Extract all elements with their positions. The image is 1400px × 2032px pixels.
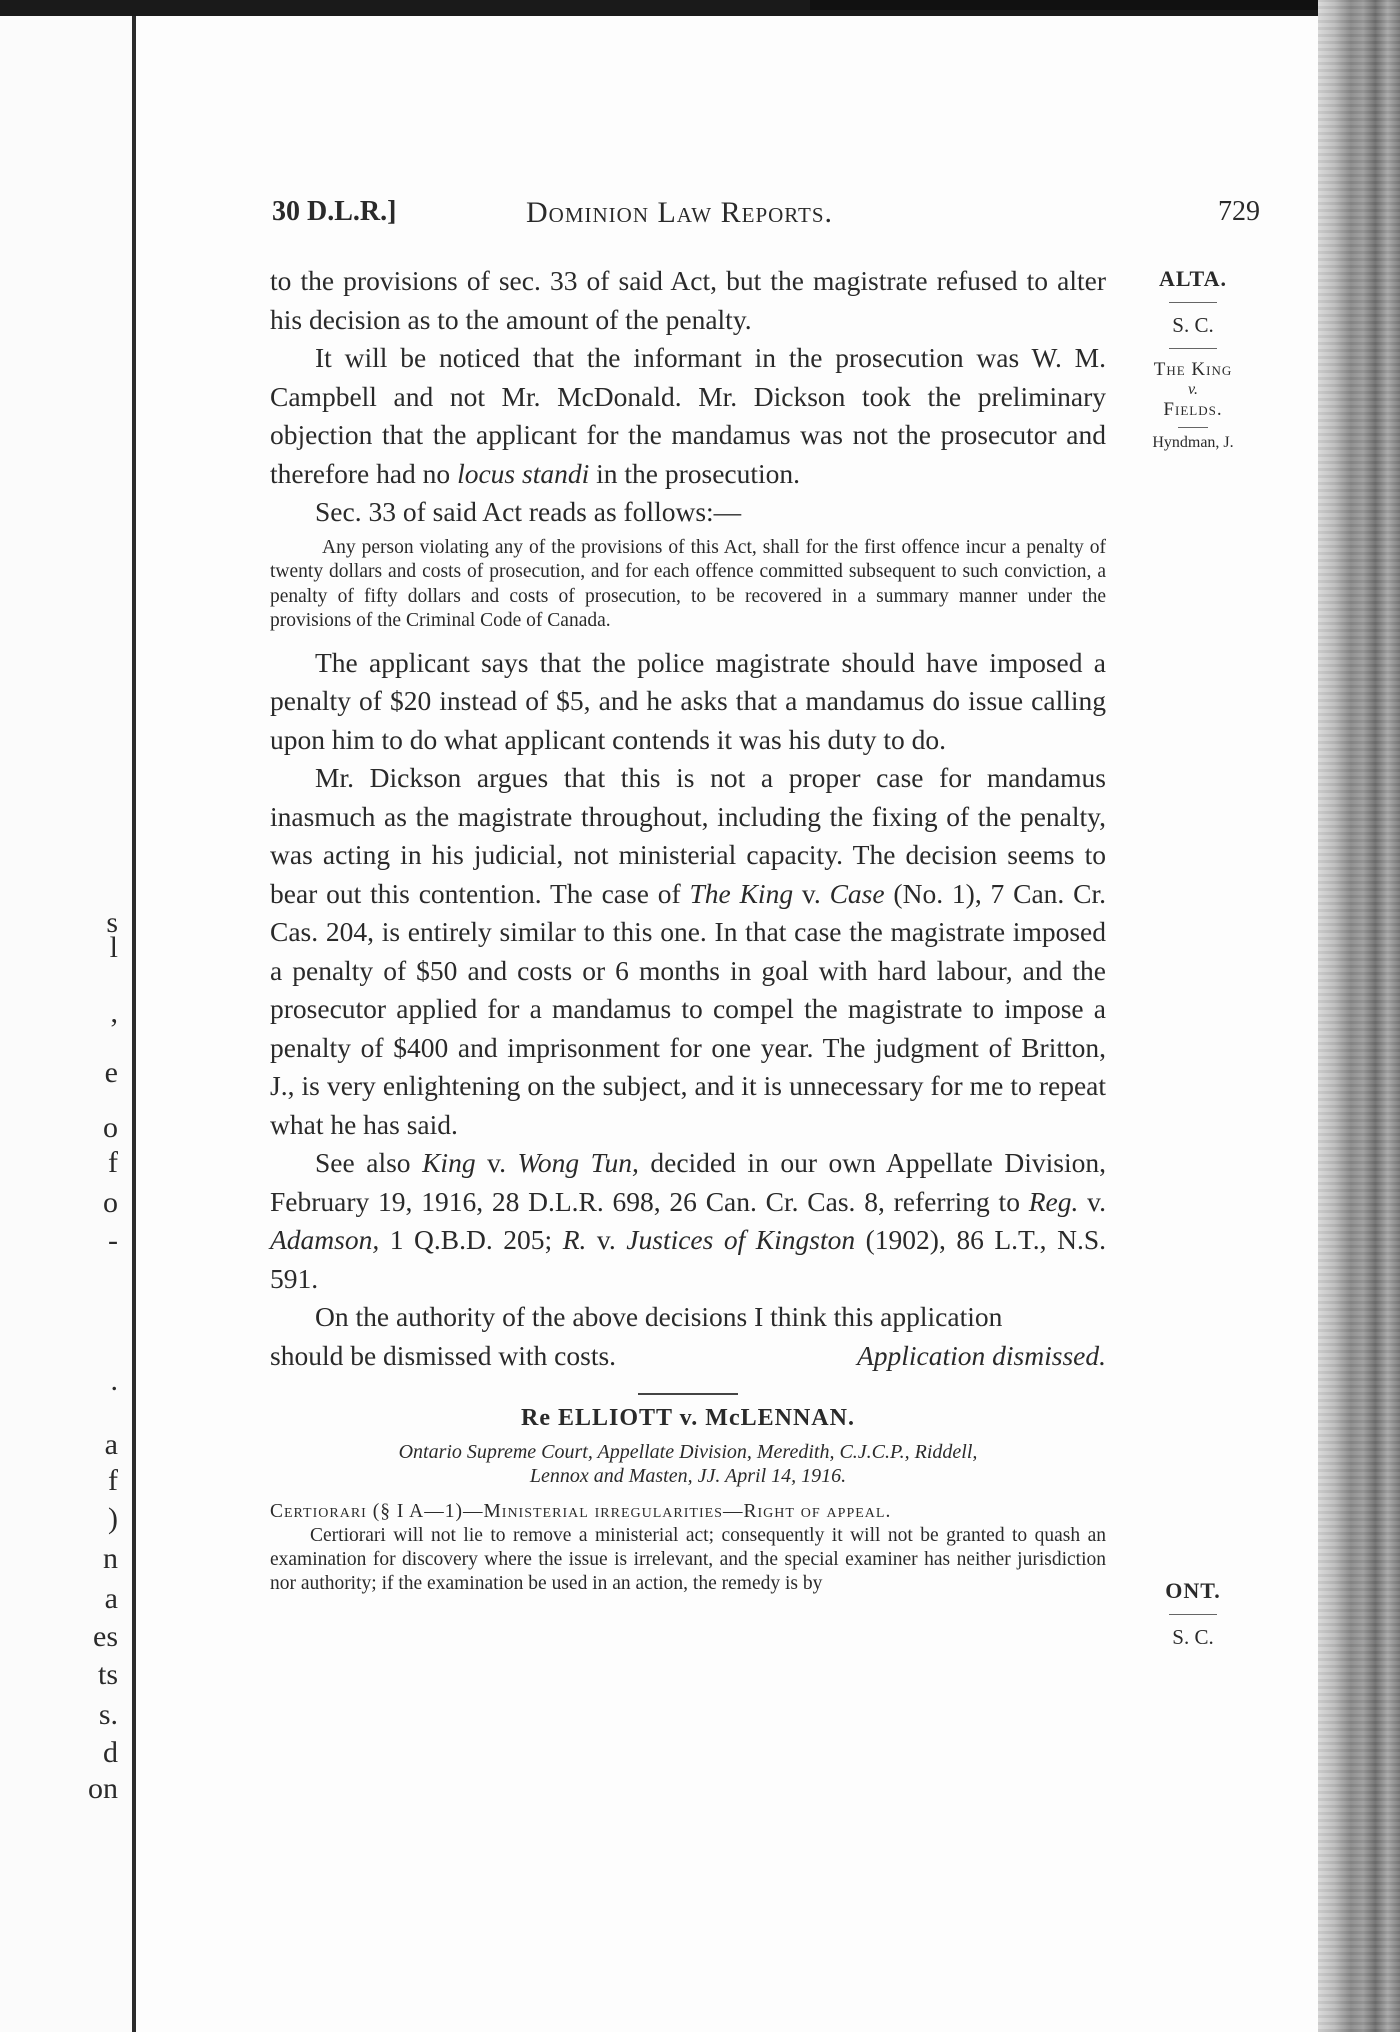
margin-fragment: , [110, 996, 118, 1029]
paragraph-text: Mr. Dickson argues that this is not a proper case for mandamus inasmuch as the magistrate throughout, including the fixing of the penalty, was acting in his judicial, not ministerial capacity. The decision seems to bear out this contention. The case of [270, 762, 1106, 909]
page-body [270, 262, 1106, 1596]
paragraph [270, 759, 1106, 1144]
scan-frame-top-dark [810, 0, 1350, 10]
publication-title: Dominion Law Reports. [526, 196, 834, 229]
sidebar-rule [1169, 302, 1217, 303]
paragraph-text: decided in our own Appellate Division, February 19, 1916, 28 D.L.R. 698, 26 Can. Cr. Cas. 8, referring to [270, 1147, 1106, 1217]
sidebar-province: ONT. [1165, 1578, 1221, 1603]
case-separator-rule [638, 1393, 738, 1395]
paragraph: Sec. 33 of said Act reads as follows:— [315, 496, 742, 527]
sidebar-case-versus: v. [1188, 381, 1198, 398]
closing-line [270, 1337, 1106, 1375]
facing-page-edge [0, 16, 136, 2032]
paragraph-text: (1902), 86 L.T., N.S. 591. [270, 1224, 1106, 1294]
latin-term: locus standi [457, 457, 590, 489]
next-case-title: Re ELLIOTT v. McLENNAN. [521, 1404, 855, 1431]
margin-fragment: o [103, 1186, 118, 1219]
book-spine-edge [1318, 0, 1400, 2032]
paragraph-text: It will be noticed that the informant in the prosecution was W. M. Campbell and not Mr. McDonald. Mr. Dickson took the preliminary objection that the applicant for the mandamus was not the prosecutor and therefore had no [270, 342, 1106, 489]
case-citation: The King [689, 877, 794, 909]
sidebar-rule [1169, 1614, 1217, 1615]
statute-quote [270, 536, 1106, 634]
margin-fragment: . [110, 1364, 118, 1397]
versus: v. [586, 1224, 627, 1255]
paragraph: The applicant says that the police magistrate should have imposed a penalty of $20 instead of $5, and he asks that a mandamus do issue calling upon him to do what applicant contends it was his duty to do. [270, 646, 1106, 755]
margin-fragment: o [103, 1111, 118, 1144]
paragraph [270, 339, 1106, 493]
court-line-2: Lennox and Masten, JJ. April 14, 1916. [529, 1464, 847, 1487]
margin-fragment: n [103, 1542, 118, 1575]
margin-fragment: on [88, 1772, 118, 1805]
headnote [270, 1500, 1106, 1596]
margin-fragment: ts [97, 1658, 118, 1691]
sidebar-province: ALTA. [1159, 266, 1227, 291]
paragraph-text: 1 Q.B.D. 205; [379, 1224, 563, 1255]
margin-fragment: f [108, 1146, 118, 1179]
margin-fragment: s [106, 906, 118, 939]
closing-text: should be dismissed with costs. [270, 1339, 617, 1371]
paragraph-text: in the prosecution. [589, 457, 801, 489]
sidebar-case-name-2: Fields. [1163, 399, 1223, 420]
court-line-1: Ontario Supreme Court, Appellate Division, Meredith, C.J.C.P., Riddell, [398, 1440, 978, 1463]
margin-fragment: e [104, 1056, 118, 1089]
sidebar-court: S. C. [1172, 1625, 1214, 1649]
margin-fragment: a [104, 1428, 118, 1461]
headnote-text: Certiorari will not lie to remove a ministerial act; consequently it will not be granted to quash an examination for discovery where the issue is irrelevant, and the special examiner has neither jurisdiction nor authority; if the examination be used in an action, the remedy is by [270, 1524, 1106, 1594]
paragraph-text: (No. 1), 7 Can. Cr. Cas. 204, is entirely similar to this one. In that case the magistrate imposed a penalty of $50 and costs or 6 months in goal with hard labour, and the prosecutor applied for a mandamus to compel the magistrate to impose a penalty of $400 and imprisonment for one year. The judgment of Britton, J., is very enlightening on the subject, and it is unnecessary for me to repeat what he has said. [270, 877, 1106, 1140]
margin-fragment: l [109, 931, 118, 964]
sidebar-case-name-1: The King [1153, 359, 1233, 380]
case-citation: Reg. [1028, 1185, 1079, 1217]
paragraph: On the authority of the above decisions I think this application [315, 1301, 1003, 1332]
margin-fragment: s. [98, 1698, 118, 1731]
case-citation: King [422, 1147, 476, 1178]
page-number: 729 [1218, 196, 1260, 227]
versus: v. [475, 1147, 518, 1178]
margin-fragment: d [103, 1736, 118, 1769]
sidebar-court: S. C. [1172, 313, 1214, 337]
disposition: Application dismissed. [856, 1339, 1106, 1371]
court-line [270, 1440, 1106, 1488]
sidebar-case-info [1138, 266, 1248, 452]
margin-fragment: ) [108, 1502, 118, 1535]
case-citation: Case [829, 877, 885, 909]
headnote-catchwords: Certiorari (§ I A—1)—Ministerial irregularities—Right of appeal. [270, 1500, 892, 1522]
margin-fragment: - [108, 1224, 118, 1257]
versus: v. [793, 877, 830, 909]
case-citation: Wong Tun, [517, 1147, 639, 1178]
margin-fragment: f [108, 1464, 118, 1497]
case-citation: Adamson, [270, 1224, 380, 1255]
versus: v. [1078, 1185, 1106, 1217]
case-citation: R. [562, 1224, 587, 1255]
statute-quote-text: Any person violating any of the provisions of this Act, shall for the first offence incur a penalty of twenty dollars and costs of prosecution, and for each offence committed subsequent to such conviction, a penalty of fifty dollars and costs of prosecution, to be recovered in a summary manner under the provisions of the Criminal Code of Canada. [270, 536, 1106, 631]
margin-fragment: a [104, 1582, 118, 1615]
running-header [272, 196, 1272, 236]
volume-reference: 30 D.L.R.] [272, 196, 397, 227]
margin-fragment: es [93, 1620, 118, 1653]
paragraph: to the provisions of sec. 33 of said Act, but the magistrate refused to alter his decision as to the amount of the penalty. [270, 265, 1106, 335]
sidebar-judge: Hyndman, J. [1152, 434, 1234, 451]
sidebar-next-case-info [1138, 1578, 1248, 1650]
sidebar-rule [1178, 427, 1208, 428]
paragraph [270, 1144, 1106, 1298]
paragraph-text: See also [315, 1147, 423, 1178]
case-citation: Justices of Kingston [626, 1224, 856, 1255]
sidebar-rule [1169, 348, 1217, 349]
